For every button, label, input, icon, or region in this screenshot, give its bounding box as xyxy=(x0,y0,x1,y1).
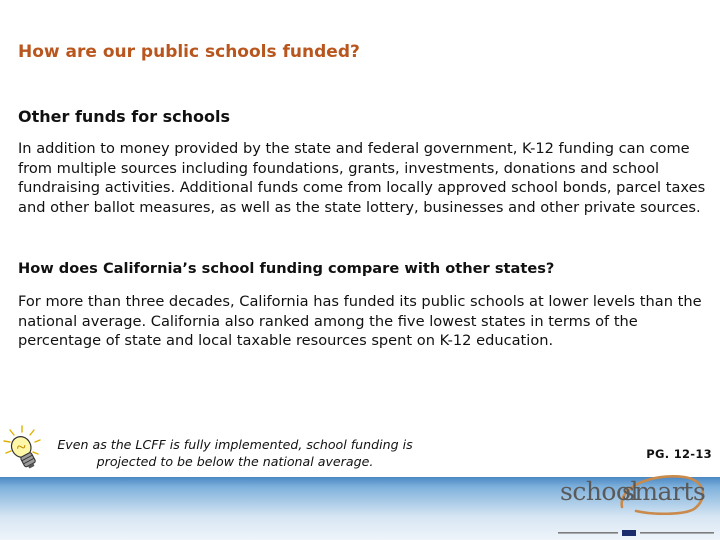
logo-word-smarts: smarts xyxy=(622,477,706,506)
callout-note: Even as the LCFF is fully implemented, school funding is projected to be below the national average. xyxy=(57,437,413,469)
body-paragraph-comparison: For more than three decades, California has funded its public schools at lower levels than the national average. California also ranked among the five lowest states in terms of the percentage of state and local taxable resources spent on K-12 education. xyxy=(18,293,702,349)
section-heading: Other funds for schools xyxy=(18,107,231,126)
logo-word-school: school xyxy=(560,477,639,506)
page-number: PG. 12-13 xyxy=(646,447,712,461)
lightbulb-icon xyxy=(2,424,50,476)
body-paragraph-other-funds: In addition to money provided by the state and federal government, K-12 funding can come from multiple sources including foundations, grants, investments, donations and school fundraising activities. Additional funds come from locally approved school bonds, parcel taxes and other ballot measures, as well as the state lottery, businesses and other private sources. xyxy=(18,140,706,216)
question-heading: How does California’s school funding compare with other states? xyxy=(18,260,555,277)
slide-title: How are our public schools funded? xyxy=(18,42,360,62)
logo-tagline-mark xyxy=(558,529,714,537)
school-smarts-logo xyxy=(556,471,716,540)
